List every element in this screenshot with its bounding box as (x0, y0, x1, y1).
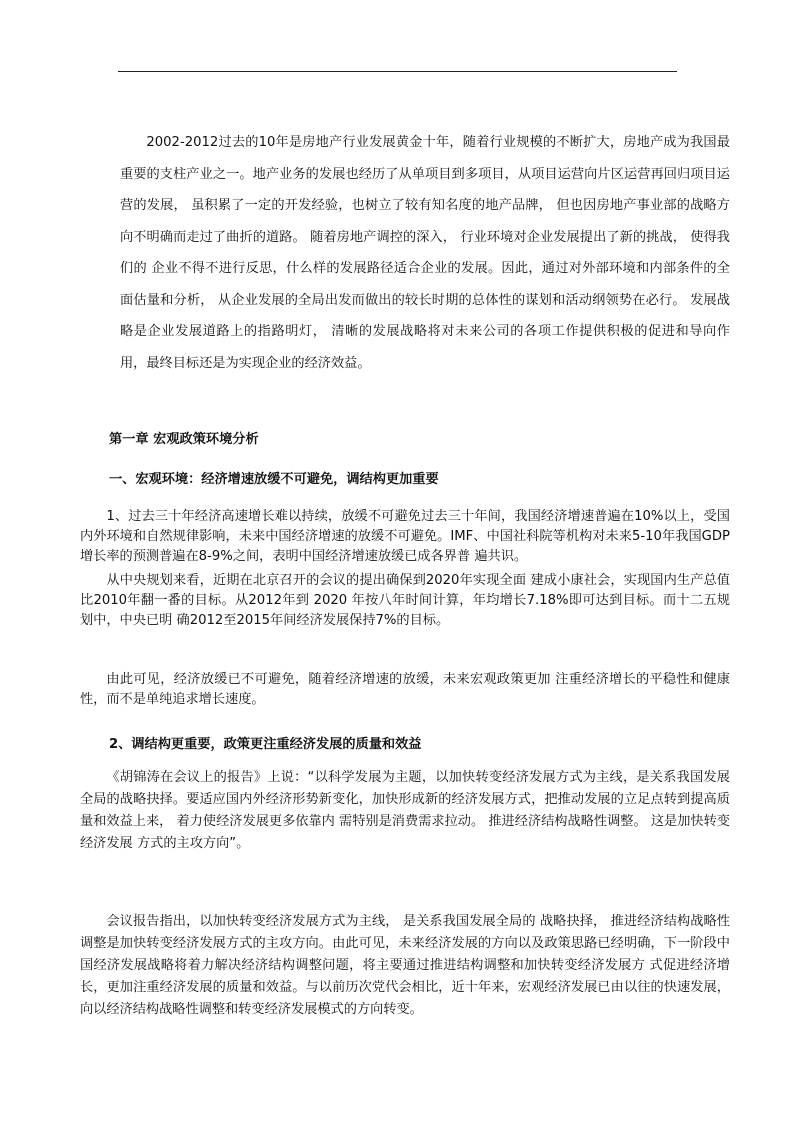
paragraph-4: 《胡锦涛在会议上的报告》上说：“以科学发展为主题，以加快转变经济发展方式为主线，是关系我国发展全局的战略抉择。要适应国内外经济形势新变化，加快形成新的经济发展方式，把推动发展的立足点转到提高质量和效益上来， 着力使经济发展更多依靠内 需特别是消费需求拉动。 推进经济结构战略性调整。 这是加快转变经济发展 方式的主攻方向”。 (80, 770, 730, 851)
intro-paragraph: 2002-2012过去的10年是房地产行业发展黄金十年，随着行业规模的不断扩大，房地产成为我国最重要的支柱产业之一。地产业务的发展也经历了从单项目到多项目，从项目运营向片区运营再回归项目运营的发展， 虽积累了一定的开发经验，也树立了较有知名度的地产品牌， 但也因房地产事业部的战略方向不明确而走过了曲折的道路。 随着房地产调控的深入， 行业环境对企业发展提出了新的挑战， 使得我们的 企业不得不进行反思，什么样的发展路径适合企业的发展。因此，通过对外部环境和内部条件的全面估量和分析， 从企业发展的全局出发而做出的较长时期的总体性的谋划和活动纲领势在必行。 发展战略是企业发展道路上的指路明灯， 清晰的发展战略将对未来公司的各项工作提供积极的促进和导向作用，最终目标还是为实现企业的经济效益。 (120, 135, 730, 371)
paragraph-5: 会议报告指出，以加快转变经济发展方式为主线， 是关系我国发展全局的 战略抉择， 推进经济结构战略性调整是加快转变经济发展方式的主攻方向。由此可见，未来经济发展的方向以及政策思路已经明确，下一阶段中国经济发展战略将着力解决经济结构调整问题，将主要通过推进结构调整和加快转变经济发展方 式促进经济增长，更加注重经济发展的质量和效益。与以前历次党代会相比，近十年来，宏观经济发展已由以往的快速发展，向以经济结构战略性调整和转变经济发展模式的方向转变。 (80, 914, 730, 1017)
paragraph-1: 1、过去三十年经济高速增长难以持续，放缓不可避免过去三十年间，我国经济增速普遍在10%以上，受国内外环境和自然规律影响，未来中国经济增速的放缓不可避免。IMF、中国社科院等机构对未来5-10年我国GDP增长率的预测普遍在8-9%之间，表明中国经济增速放缓已成各界普 遍共识。 (80, 509, 730, 564)
paragraph-3: 由此可见，经济放缓已不可避免，随着经济增速的放缓，未来宏观政策更加 注重经济增长的平稳性和健康性，而不是单纯追求增长速度。 (80, 672, 730, 707)
paragraph-2: 从中央规划来看，近期在北京召开的会议的提出确保到2020年实现全面 建成小康社会，实现国内生产总值比2010年翻一番的目标。从2012年到 2020 年按八年时间计算，年均增长7.18%即可达到目标。而十二五规划中，中央已明 确2012至2015年间经济发展保持7%的目标。 (80, 573, 730, 628)
section-heading-1: 一、宏观环境：经济增速放缓不可避免，调结构更加重要 (109, 472, 439, 487)
section-heading-2: 2、调结构更重要，政策更注重经济发展的质量和效益 (109, 737, 422, 752)
header-rule (118, 71, 677, 72)
chapter-title: 第一章 宏观政策环境分析 (109, 432, 259, 447)
